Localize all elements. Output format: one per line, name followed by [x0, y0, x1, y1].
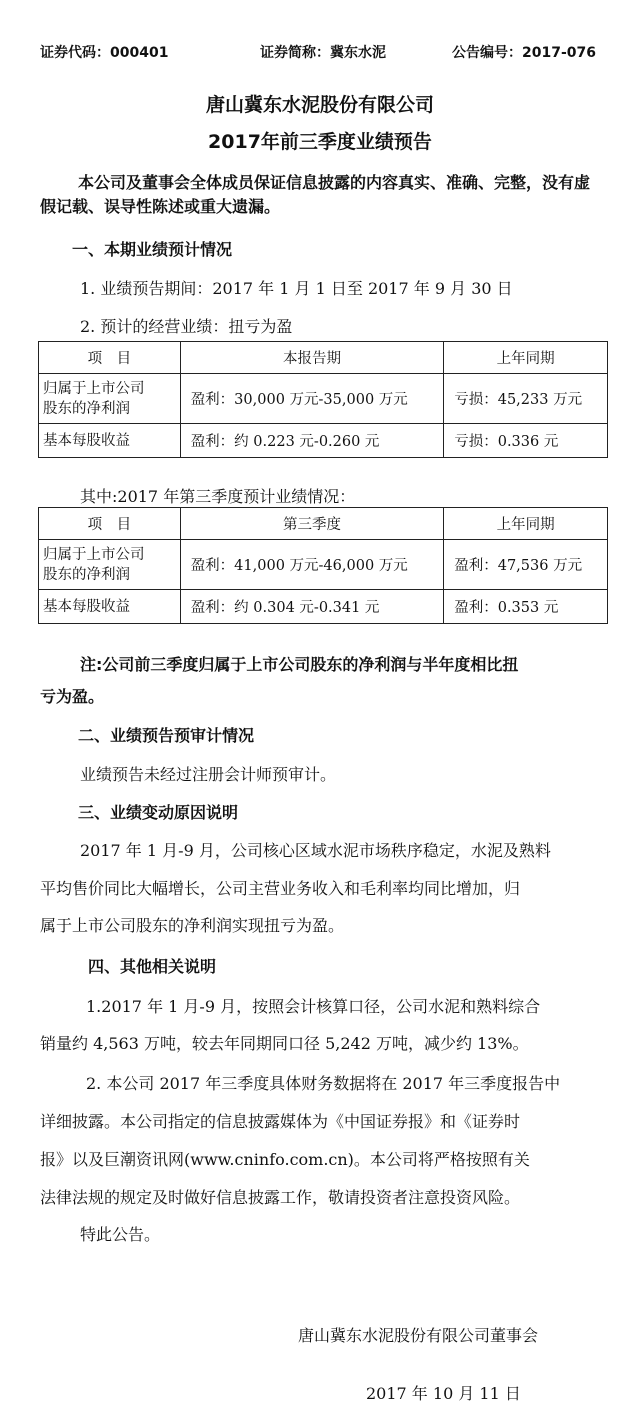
- current-period-cell: 盈利：约 0.304 元-0.341 元: [180, 590, 444, 624]
- note-text: :公司前三季度归属于上市公司股东的净利润与半年度相比扭: [96, 655, 519, 674]
- stock-short-name: 证券简称：冀东水泥: [260, 45, 386, 61]
- signature-org: 唐山冀东水泥股份有限公司董事会: [298, 1326, 539, 1345]
- column-header: 本报告期: [180, 342, 444, 374]
- section-4-p2-line: 2. 本公司 2017 年三季度具体财务数据将在 2017 年三季度报告中: [86, 1074, 561, 1093]
- section-2-text: 业绩预告未经过注册会计师预审计。: [80, 765, 337, 784]
- section-3-line: 平均售价同比大幅增长，公司主营业务收入和毛利率均同比增加，归: [40, 879, 521, 898]
- row-label: 基本每股收益: [39, 590, 181, 624]
- note-line-1: [80, 652, 518, 675]
- statement-line-2: 假记载、误导性陈述或重大遗漏。: [40, 197, 281, 216]
- section-1-heading: 一、本期业绩预计情况: [72, 240, 233, 259]
- row-label-line: 股东的净利润: [43, 400, 130, 417]
- section-4-p1-line: 销量约 4,563 万吨，较去年同期同口径 5,242 万吨，减少约 13%。: [40, 1034, 529, 1053]
- column-header: 项 目: [39, 342, 181, 374]
- table-row: [39, 540, 608, 590]
- section-4-p2-line: 法律法规的规定及时做好信息披露工作，敬请投资者注意投资风险。: [40, 1188, 521, 1207]
- column-header: 项 目: [39, 508, 181, 540]
- prior-period-cell: 亏损：0.336 元: [444, 424, 608, 458]
- forecast-table-ytd: [38, 341, 608, 458]
- column-header: 上年同期: [444, 508, 608, 540]
- section-4-p2-line: 详细披露。本公司指定的信息披露媒体为《中国证券报》和《证券时: [40, 1112, 521, 1131]
- column-header: 第三季度: [180, 508, 444, 540]
- row-label: 基本每股收益: [39, 424, 181, 458]
- signature-date: 2017 年 10 月 11 日: [366, 1384, 521, 1403]
- section-4-p1-line: 1.2017 年 1 月-9 月，按照会计核算口径，公司水泥和熟料综合: [86, 997, 541, 1016]
- table-row: [39, 374, 608, 424]
- document-title: 2017年前三季度业绩预告: [208, 131, 432, 153]
- section-3-line: 属于上市公司股东的净利润实现扭亏为盈。: [40, 916, 345, 935]
- row-label-line: 归属于上市公司: [43, 546, 145, 563]
- section-3-line: 2017 年 1 月-9 月，公司核心区域水泥市场秩序稳定，水泥及熟料: [80, 841, 551, 860]
- table-row: [39, 590, 608, 624]
- current-period-cell: 盈利：41,000 万元-46,000 万元: [180, 540, 444, 590]
- table-header-row: [39, 342, 608, 374]
- statement-line-1: 本公司及董事会全体成员保证信息披露的内容真实、准确、完整，没有虚: [78, 173, 591, 192]
- current-period-cell: 盈利：30,000 万元-35,000 万元: [180, 374, 444, 424]
- table-row: [39, 424, 608, 458]
- note-line-2: 亏为盈。: [40, 687, 105, 706]
- forecast-period: 1. 业绩预告期间：2017 年 1 月 1 日至 2017 年 9 月 30 日: [80, 279, 513, 298]
- notice-number: 公告编号：2017-076: [452, 45, 596, 61]
- q3-intro: 其中:2017 年第三季度预计业绩情况：: [80, 487, 356, 506]
- expected-results: 2. 预计的经营业绩：扭亏为盈: [80, 317, 293, 336]
- row-label-line: 股东的净利润: [43, 566, 130, 583]
- current-period-cell: 盈利：约 0.223 元-0.260 元: [180, 424, 444, 458]
- prior-period-cell: 盈利：47,536 万元: [444, 540, 608, 590]
- table-header-row: [39, 508, 608, 540]
- row-label-line: 归属于上市公司: [43, 380, 145, 397]
- closing-remark: 特此公告。: [80, 1225, 161, 1244]
- note-prefix: 注: [80, 655, 97, 674]
- section-4-heading: 四、其他相关说明: [88, 957, 217, 976]
- section-4-p2-line: 报》以及巨潮资讯网(www.cninfo.com.cn)。本公司将严格按照有关: [40, 1150, 530, 1169]
- column-header: 上年同期: [444, 342, 608, 374]
- stock-code: 证券代码：000401: [40, 45, 169, 61]
- section-2-heading: 二、业绩预告预审计情况: [78, 726, 255, 745]
- company-title: 唐山冀东水泥股份有限公司: [205, 94, 434, 116]
- row-label: [39, 540, 181, 590]
- forecast-table-q3: [38, 507, 608, 624]
- section-3-heading: 三、业绩变动原因说明: [78, 803, 239, 822]
- prior-period-cell: 亏损：45,233 万元: [444, 374, 608, 424]
- prior-period-cell: 盈利：0.353 元: [444, 590, 608, 624]
- row-label: [39, 374, 181, 424]
